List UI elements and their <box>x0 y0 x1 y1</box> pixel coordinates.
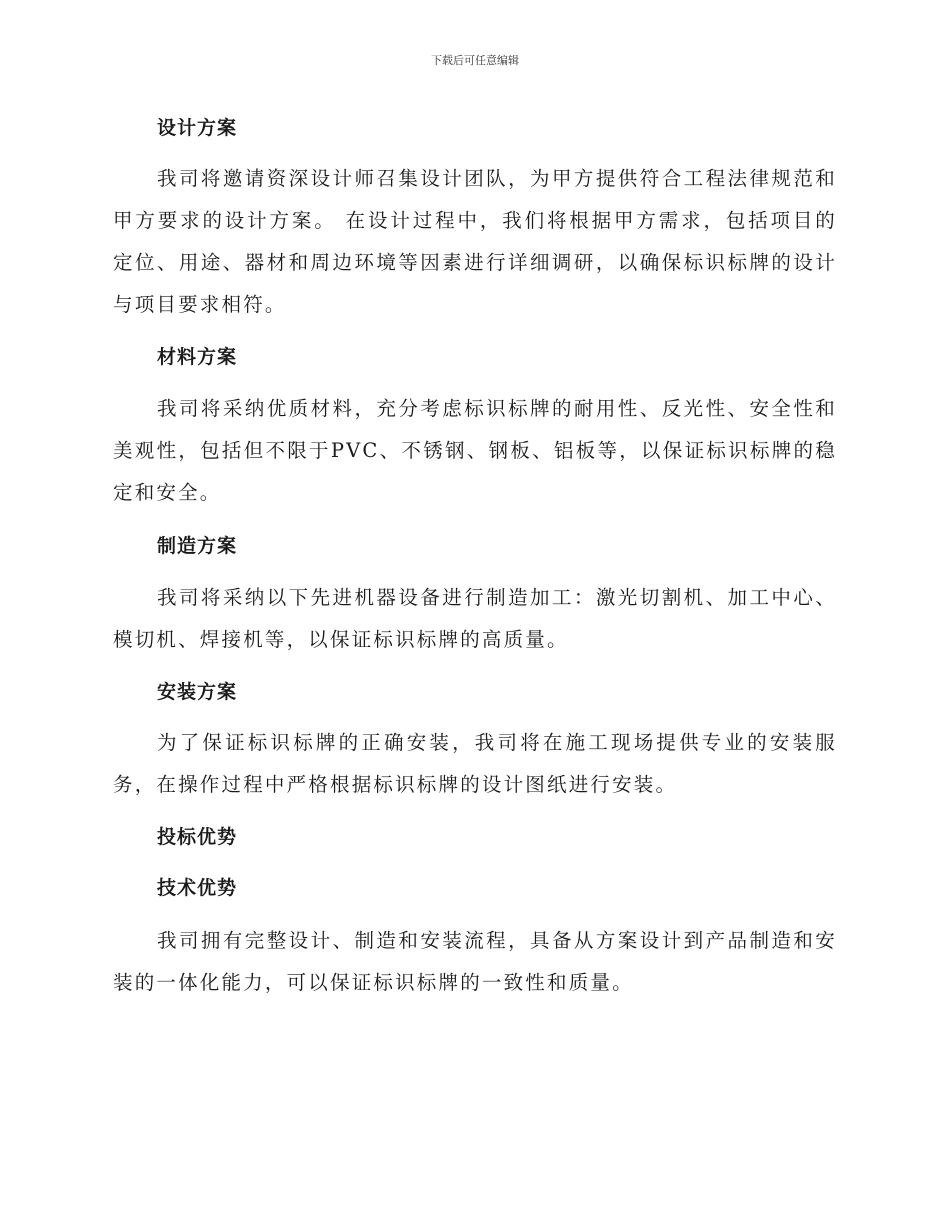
section-paragraph-technical-advantages: 我司拥有完整设计、制造和安装流程，具备从方案设计到产品制造和安装的一体化能力，可以保证标识标牌的一致性和质量。 <box>113 929 837 994</box>
section-paragraph-materials: 我司将采纳优质材料，充分考虑标识标牌的耐用性、反光性、安全性和美观性，包括但不限于PVC、不锈钢、钢板、铝板等，以保证标识标牌的稳定和安全。 <box>113 397 837 504</box>
page-header-note: 下载后可任意编辑 <box>431 54 519 67</box>
section-heading-manufacturing: 制造方案 <box>157 535 238 557</box>
section-paragraph-manufacturing: 我司将采纳以下先进机器设备进行制造加工：激光切割机、加工中心、模切机、焊接机等，以保证标识标牌的高质量。 <box>113 586 837 651</box>
section-heading-materials: 材料方案 <box>157 346 238 368</box>
section-heading-installation: 安装方案 <box>157 681 238 703</box>
section-heading-bid-advantages: 投标优势 <box>157 826 238 848</box>
section-paragraph-installation: 为了保证标识标牌的正确安装，我司将在施工现场提供专业的安装服务，在操作过程中严格根据标识标牌的设计图纸进行安装。 <box>113 731 837 796</box>
section-heading-design: 设计方案 <box>157 117 238 139</box>
section-paragraph-design: 我司将邀请资深设计师召集设计团队，为甲方提供符合工程法律规范和甲方要求的设计方案。 在设计过程中，我们将根据甲方需求，包括项目的定位、用途、器材和周边环境等因素进行详细调研，以确保标识标牌的设计与项目要求相符。 <box>113 167 837 316</box>
section-heading-technical-advantages: 技术优势 <box>157 877 238 899</box>
